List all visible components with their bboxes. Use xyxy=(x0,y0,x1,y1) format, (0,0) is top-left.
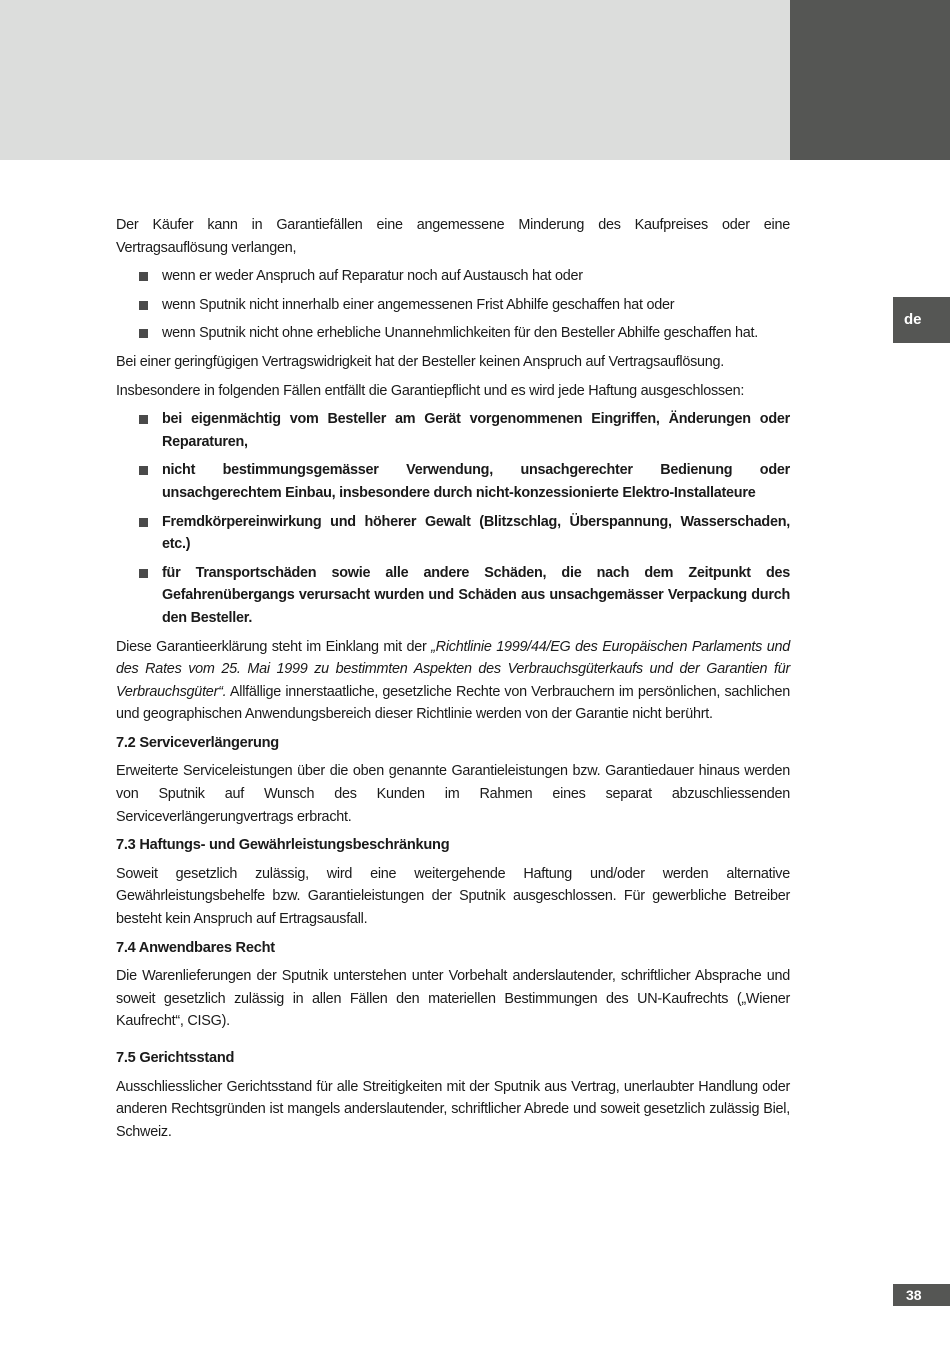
list-item: wenn Sputnik nicht ohne erhebliche Unannehmlichkeiten für den Besteller Abhilfe geschaffen hat. xyxy=(116,322,790,345)
section-title-7-5: 7.5 Gerichtsstand xyxy=(116,1050,235,1066)
list-item: nicht bestimmungsgemässer Verwendung, unsachgerechter Bedienung oder unsachgerechtem Einbau, insbesondere durch nicht-konzessionierte Elektro-Installateure xyxy=(116,459,790,504)
section-text-7-2: Erweiterte Serviceleistungen über die oben genannte Garantieleistungen bzw. Garantiedauer hinaus werden von Sputnik auf Wunsch des Kunden im Rahmen eines separat abzuschliessenden Serviceverlängerungvertrags erbracht. xyxy=(116,763,790,825)
exclusions-list xyxy=(116,408,790,629)
paragraph-minor-breach: Bei einer geringfügigen Vertragswidrigkeit hat der Besteller keinen Anspruch auf Vertragsauflösung. xyxy=(116,353,725,370)
section-text-7-4: Die Warenlieferungen der Sputnik unterstehen unter Vorbehalt anderslautender, schriftlicher Absprache und soweit gesetzlich zulässig in allen Fällen den materiellen Bestimmungen des UN-Kaufrechts („Wiener Kaufrecht“, CISG). xyxy=(116,968,790,1030)
bullet-square-icon xyxy=(139,301,148,310)
header-band xyxy=(0,0,790,160)
section-title-7-2: 7.2 Serviceverlängerung xyxy=(116,734,279,751)
list-item: wenn Sputnik nicht innerhalb einer angemessenen Frist Abhilfe geschaffen hat oder xyxy=(116,294,790,317)
section-text-7-5: Ausschliesslicher Gerichtsstand für alle Streitigkeiten mit der Sputnik aus Vertrag, unerlaubter Handlung oder anderen Rechtsgründen ist mangels anderslautender, schriftlicher Abrede und soweit gesetzlich zulässig Biel, Schweiz. xyxy=(116,1078,790,1140)
list-item: Fremdkörpereinwirkung und höherer Gewalt (Blitzschlag, Überspannung, Wasserschaden, etc.) xyxy=(116,511,790,556)
intro-paragraph: Der Käufer kann in Garantiefällen eine angemessene Minderung des Kaufpreises oder eine Vertragsauflösung verlangen, xyxy=(116,217,790,256)
bullet-square-icon xyxy=(139,466,148,475)
section-title-7-3: 7.3 Haftungs- und Gewährleistungsbeschränkung xyxy=(116,837,450,854)
list-item: für Transportschäden sowie alle andere Schäden, die nach dem Zeitpunkt des Gefahrenübergangs verursacht wurden und Schäden aus unsachgemässer Verpackung durch den Besteller. xyxy=(116,562,790,630)
language-tab: de xyxy=(893,297,950,343)
conditions-list xyxy=(116,265,790,345)
page-number: 38 xyxy=(893,1284,950,1306)
bullet-square-icon xyxy=(139,415,148,424)
bullet-square-icon xyxy=(139,518,148,527)
list-item: wenn er weder Anspruch auf Reparatur noch auf Austausch hat oder xyxy=(116,265,790,288)
bullet-square-icon xyxy=(139,272,148,281)
bullet-square-icon xyxy=(139,329,148,338)
page-content xyxy=(116,214,790,1149)
paragraph-exclusions: Insbesondere in folgenden Fällen entfällt die Garantiepflicht und es wird jede Haftung ausgeschlossen: xyxy=(116,382,745,399)
section-title-7-4: 7.4 Anwendbares Recht xyxy=(116,939,275,956)
header-block xyxy=(790,0,950,160)
paragraph-directive: Diese Garantieerklärung steht im Einklang mit der „Richtlinie 1999/44/EG des Europäischen Parlaments und des Rates vom 25. Mai 1999 zu bestimmten Aspekten des Verbrauchsgüterkaufs und der Garantien für Verbrauchsgüter“. Allfällige innerstaatliche, gesetzliche Rechte von Verbrauchern im persönlichen, sachlichen und geographischen Anwendungsbereich dieser Richtlinie werden von der Garantie nicht berührt. xyxy=(116,638,790,723)
section-text-7-3: Soweit gesetzlich zulässig, wird eine weitergehende Haftung und/oder werden alternative Gewährleistungsbehelfe bzw. Garantieleistungen der Sputnik ausgeschlossen. Für gewerbliche Betreiber besteht kein Anspruch auf Ertragsausfall. xyxy=(116,865,790,928)
bullet-square-icon xyxy=(139,569,148,578)
list-item: bei eigenmächtig vom Besteller am Gerät vorgenommenen Eingriffen, Änderungen oder Reparaturen, xyxy=(116,408,790,453)
directive-citation: „Richtlinie 1999/44/EG des Europäischen Parlaments und des Rates vom 25. Mai 1999 zu bestimmten Aspekten des Verbrauchsgüterkaufs und der Garantien für Verbrauchsgüter“. xyxy=(116,638,790,700)
